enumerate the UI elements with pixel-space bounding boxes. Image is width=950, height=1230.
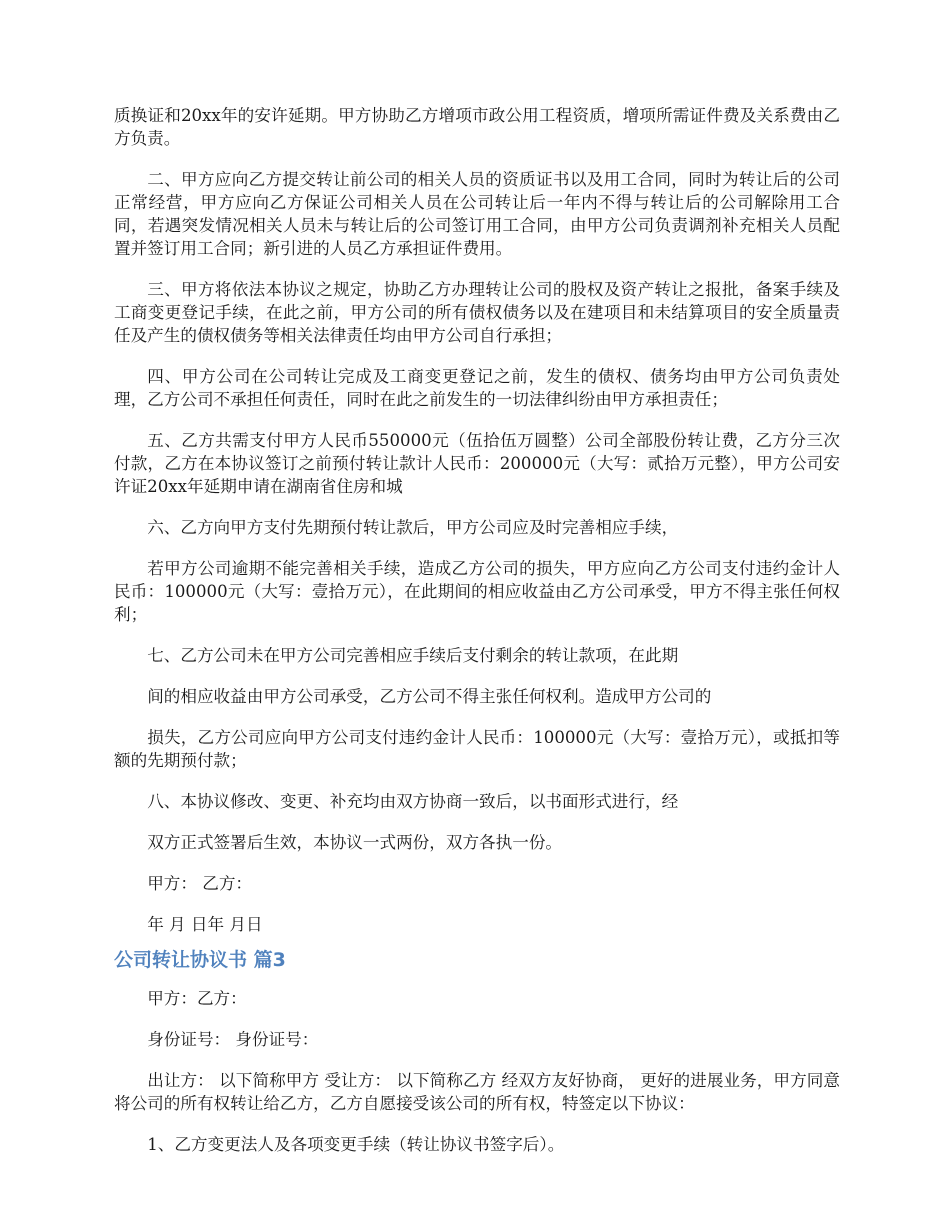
paragraph-clause-7: 七、乙方公司未在甲方公司完善相应手续后支付剩余的转让款项，在此期 <box>147 646 679 665</box>
paragraph-clause-8: 八、本协议修改、变更、补充均由双方协商一致后，以书面形式进行，经 <box>147 792 679 811</box>
paragraph-intro: 出让方： 以下简称甲方 受让方： 以下简称乙方 经双方友好协商， 更好的进展业务，甲方同意将公司的所有权转让给乙方，乙方自愿接受该公司的所有权，特签定以下协议： <box>114 1071 840 1113</box>
paragraph-clause-4: 四、甲方公司在公司转让完成及工商变更登记之前，发生的债权、债务均由甲方公司负责处理，乙方公司不承担任何责任，同时在此之前发生的一切法律纠纷由甲方承担责任； <box>114 367 840 409</box>
id-number-line: 身份证号： 身份证号： <box>147 1030 319 1049</box>
section-heading: 公司转让协议书 篇3 <box>114 949 286 971</box>
paragraph-clause-2: 二、甲方应向乙方提交转让前公司的相关人员的资质证书以及用工合同，同时为转让后的公司正常经营，甲方应向乙方保证公司相关人员在公司转让后一年内不得与转让后的公司解除用工合同，若遇突发情况相关人员未与转让后的公司签订用工合同，由甲方公司负责调剂补充相关人员配置并签订用工合同；新引进的人员乙方承担证件费用。 <box>114 170 840 258</box>
paragraph-clause-6: 六、乙方向甲方支付先期预付转让款后，甲方公司应及时完善相应手续， <box>147 518 679 537</box>
signature-dates: 年 月 日年 月日 <box>147 915 263 934</box>
paragraph-clause-3: 三、甲方将依法本协议之规定，协助乙方办理转让公司的股权及资产转让之报批，备案手续及工商变更登记手续，在此之前，甲方公司的所有债权债务以及在建项目和未结算项目的安全质量责任及产生的债权债务等相关法律责任均由甲方公司自行承担； <box>114 280 840 345</box>
paragraph-clause-5: 五、乙方共需支付甲方人民币550000元（伍拾伍万圆整）公司全部股份转让费，乙方分三次付款，乙方在本协议签订之前预付转让款计人民币：200000元（大写：贰拾万元整），甲方公司安许证20xx年延期申请在湖南省住房和城 <box>114 431 840 496</box>
parties-line: 甲方：乙方： <box>147 989 247 1008</box>
paragraph-clause-7-cont: 间的相应收益由甲方公司承受，乙方公司不得主张任何权利。造成甲方公司的 <box>147 687 712 706</box>
paragraph-continued: 质换证和20xx年的安许延期。甲方协助乙方增项市政公用工程资质，增项所需证件费及关系费由乙方负责。 <box>114 106 840 148</box>
signature-parties: 甲方： 乙方： <box>147 874 253 893</box>
paragraph-item-1: 1、乙方变更法人及各项变更手续（转让协议书签字后）。 <box>147 1135 565 1154</box>
paragraph-clause-7-penalty: 损失，乙方公司应向甲方公司支付违约金计人民币：100000元（大写：壹拾万元），或抵扣等额的先期预付款； <box>114 728 840 770</box>
document-page <box>114 104 840 1174</box>
paragraph-clause-8-cont: 双方正式签署后生效，本协议一式两份，双方各执一份。 <box>147 833 563 852</box>
paragraph-clause-6-detail: 若甲方公司逾期不能完善相关手续，造成乙方公司的损失，甲方应向乙方公司支付违约金计人民币：100000元（大写：壹拾万元），在此期间的相应收益由乙方公司承受，甲方不得主张任何权利； <box>114 559 840 624</box>
